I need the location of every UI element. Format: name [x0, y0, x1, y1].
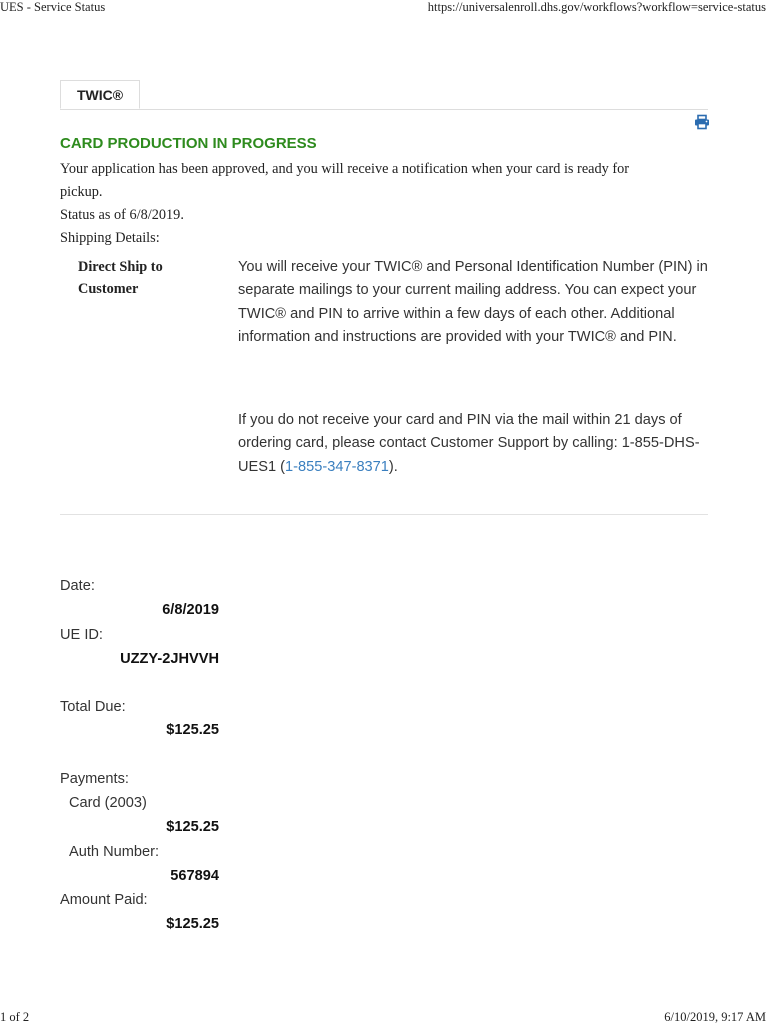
support-phone-link[interactable]: 1-855-347-8371 — [285, 458, 389, 475]
tab-twic[interactable]: TWIC® — [60, 80, 140, 109]
print-timestamp: 6/10/2019, 9:17 AM — [664, 1010, 766, 1024]
card-amount: $125.25 — [166, 819, 219, 835]
status-title: CARD PRODUCTION IN PROGRESS — [60, 135, 317, 152]
print-icon[interactable] — [694, 114, 710, 130]
ueid-label: UE ID: — [60, 627, 103, 643]
page-count: 1 of 2 — [0, 1010, 30, 1024]
payments-label: Payments: — [60, 771, 129, 787]
date-value: 6/8/2019 — [162, 602, 219, 618]
support-contact-text: If you do not receive your card and PIN via the mail within 21 days of ordering card, please contact Customer Support by calling: 1-855-DHS-UES1 ( — [238, 412, 700, 475]
total-due-label: Total Due: — [60, 699, 126, 715]
tab-bar — [60, 80, 708, 110]
section-divider — [60, 514, 708, 515]
auth-number-value: 567894 — [170, 868, 219, 884]
browser-url: https://universalenroll.dhs.gov/workflows?workflow=service-status — [427, 0, 766, 14]
shipping-description: You will receive your TWIC® and Personal Identification Number (PIN) in separate mailings to your current mailing address. You can expect your TWIC® and PIN to arrive within a few days of each other. Additional information and instructions are provided with your TWIC® and PIN. — [238, 259, 708, 345]
card-label: Card (2003) — [69, 795, 147, 811]
support-contact — [238, 409, 708, 479]
shipping-details-label: Shipping Details: — [60, 230, 160, 246]
status-message: Your application has been approved, and you will receive a notification when your card is ready for pickup. — [60, 161, 630, 200]
amount-paid-label: Amount Paid: — [60, 892, 148, 908]
date-label: Date: — [60, 578, 95, 594]
status-date: Status as of 6/8/2019. — [60, 207, 184, 223]
ueid-value: UZZY-2JHVVH — [120, 651, 219, 667]
shipping-method: Direct Ship to Customer — [78, 259, 163, 297]
auth-number-label: Auth Number: — [69, 844, 160, 860]
support-contact-tail: ). — [388, 458, 398, 475]
amount-paid-value: $125.25 — [166, 916, 219, 932]
browser-page-title: UES - Service Status — [0, 0, 106, 14]
total-due-value: $125.25 — [166, 722, 219, 738]
